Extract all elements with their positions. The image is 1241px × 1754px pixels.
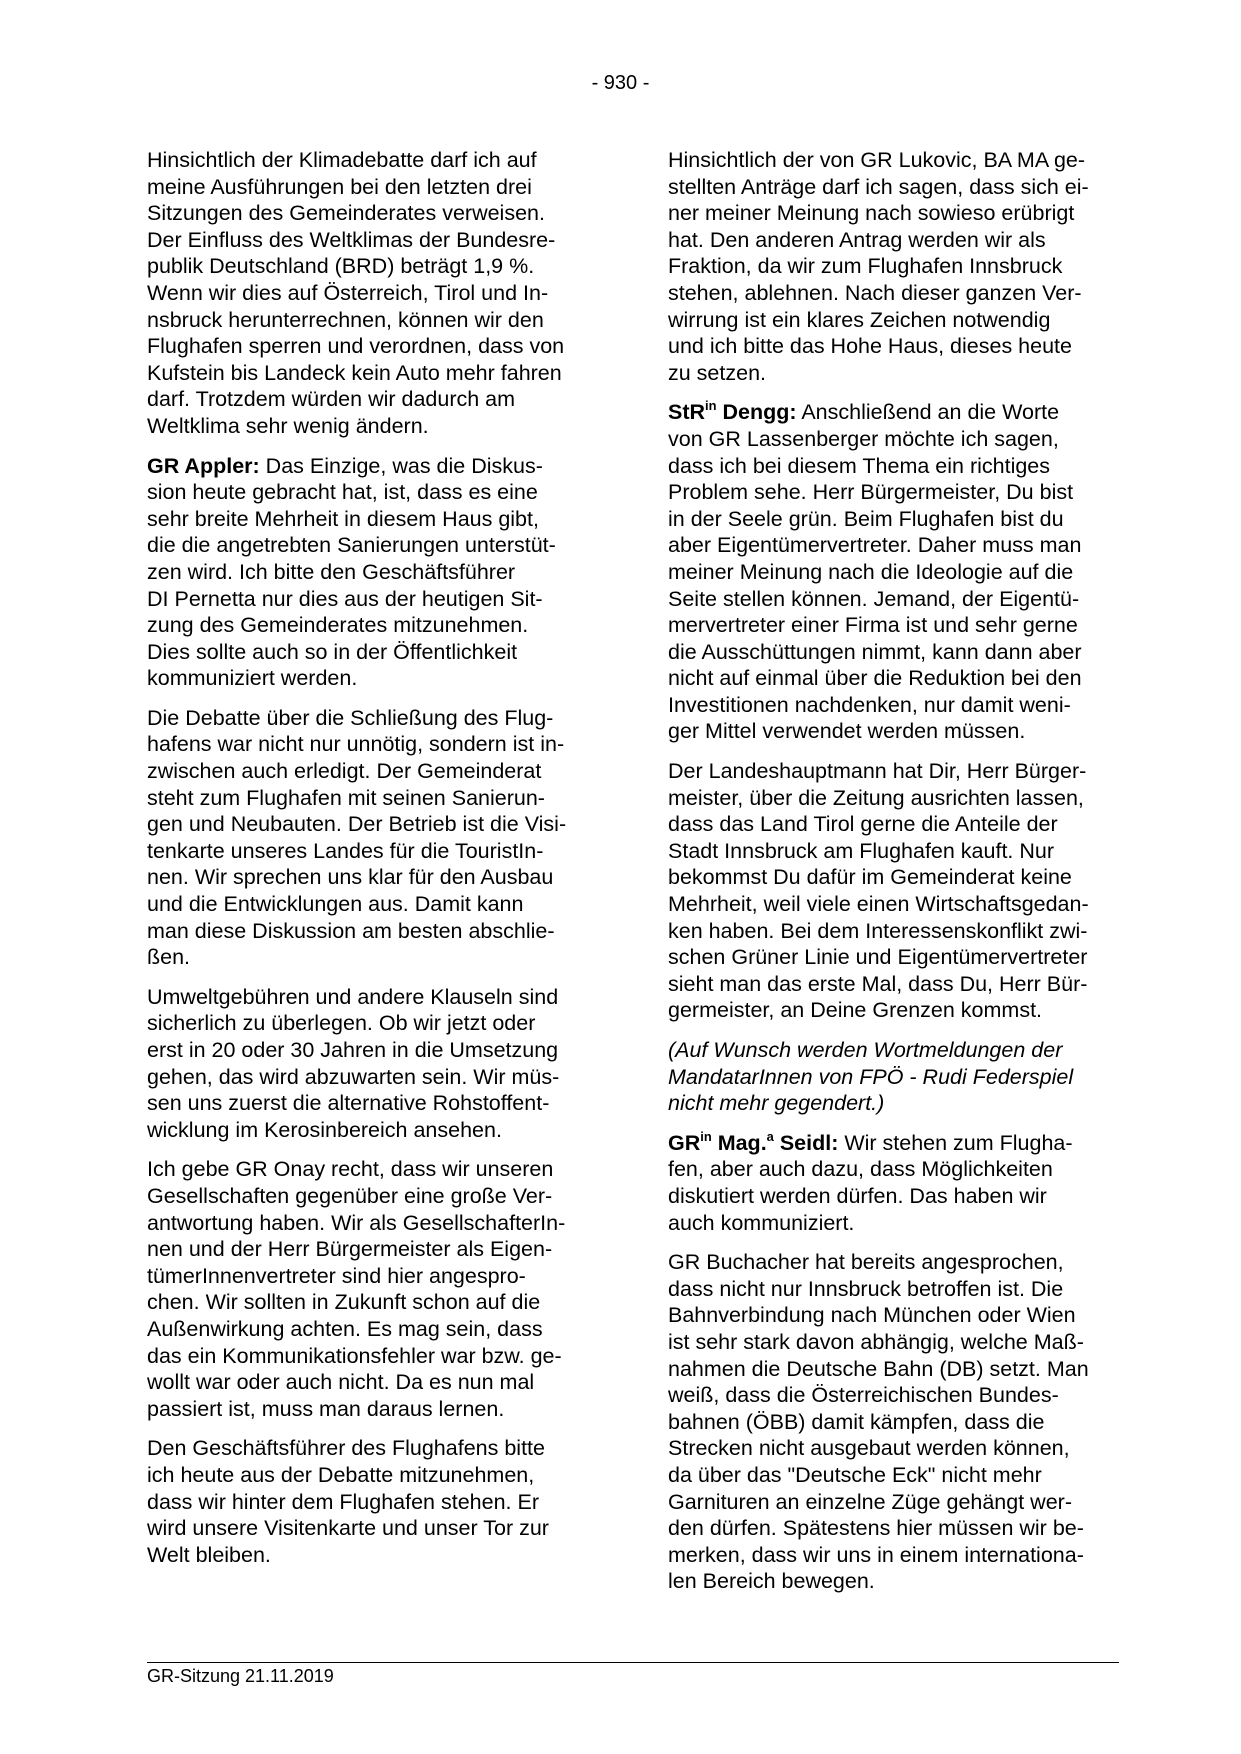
footer-divider <box>147 1662 1119 1663</box>
footer-session-date: GR-Sitzung 21.11.2019 <box>147 1666 334 1686</box>
speaker-name <box>668 400 797 424</box>
speaker-surname: Seidl: <box>773 1130 839 1155</box>
paragraph: Den Geschäftsführer des Flughafens bitte ich heute aus der Debatte mitzunehmen, dass wir hinter dem Flughafen stehen. Er wird unsere Visitenkarte und unser Tor zur Welt bleiben. <box>147 1436 549 1567</box>
paragraph: Umweltgebühren und andere Klauseln sind sicherlich zu überlegen. Ob wir jetzt oder erst in 20 oder 30 Jahren in die Umsetzung gehen, das wird abzuwarten sein. Wir müs- sen uns zuerst die alternative Rohstoffent- wicklung im Kerosinbereich ansehen. <box>147 984 560 1142</box>
speaker-degree-suffix: a <box>766 1128 774 1144</box>
speaker-title: GR <box>668 1130 701 1155</box>
speaker-degree: Mag. <box>711 1130 767 1155</box>
paragraph: Der Landeshauptmann hat Dir, Herr Bürger- meister, über die Zeitung ausrichten lassen, dass das Land Tirol gerne die Anteile der Stadt Innsbruck am Flughafen kauft. Nur bekommst Du dafür im Gemeinderat keine Mehrheit, weil viele einen Wirtschaftsgedan- ken haben. Bei dem Interessenskonflikt zwi- schen Grüner Linie und Eigentümervertreter sieht man das erste Mal, dass Du, Herr Bür- germeister, an Deine Grenzen kommst. <box>668 759 1089 1023</box>
paragraph: Die Debatte über die Schließung des Flug- hafens war nicht nur unnötig, sondern ist in- zwischen auch erledigt. Der Gemeinderat steht zum Flughafen mit seinen Sanierun- gen und Neubauten. Der Betrieb ist die Visi- tenkarte unseres Landes für die TouristIn- nen. Wir sprechen uns klar für den Ausbau und die Entwicklungen aus. Damit kann man diese Diskussion am besten abschlie- ßen. <box>147 705 567 970</box>
speech-text: Das Einzige, was die Diskus- sion heute gebracht hat, ist, dass es eine sehr breite Mehrheit in diesem Haus gibt, die die angetrebten Sanierungen unterstüt- zen wird. Ich bitte den Geschäftsführer DI Pernetta nur dies aus der heutigen Sit- zung des Gemeinderates mitzunehmen. Dies sollte auch so in der Öffentlichkeit kommuniziert werden. <box>147 453 556 691</box>
page-number: - 930 - <box>591 72 650 94</box>
paragraph: Hinsichtlich der von GR Lukovic, BA MA ge- stellten Anträge darf ich sagen, dass sich ei- ner meiner Meinung nach sowieso erübrigt hat. Den anderen Antrag werden wir als Fraktion, da wir zum Flughafen Innsbruck stehen, ablehnen. Nach dieser ganzen Ver- wirrung ist ein klares Zeichen notwendig und ich bitte das Hohe Haus, dieses heute zu setzen. <box>668 148 1089 385</box>
speaker-title: StR <box>668 400 706 425</box>
paragraph: Ich gebe GR Onay recht, dass wir unseren Gesellschaften gegenüber eine große Ver- antwortung haben. Wir als GesellschafterIn- nen und der Herr Bürgermeister als Eigen- tümerInnenvertreter sind hier angespro- chen. Wir sollten in Zukunft schon auf die Außenwirkung achten. Es mag sein, dass das ein Kommunikationsfehler war bzw. ge- wollt war oder auch nicht. Da es nun mal passiert ist, muss man daraus lernen. <box>147 1157 566 1421</box>
paragraph: GR Buchacher hat bereits angesprochen, dass nicht nur Innsbruck betroffen ist. Die Bahnverbindung nach München oder Wien ist sehr stark davon abhängig, welche Maß- nahmen die Deutsche Bahn (DB) setzt. Man weiß, dass die Österreichischen Bundes- bahnen (ÖBB) damit kämpfen, dass die Strecken nicht ausgebaut werden können, da über das "Deutsche Eck" nicht mehr Garnituren an einzelne Züge gehängt wer- den dürfen. Spätestens hier müssen wir be- merken, dass wir uns in einem internationa- len Bereich bewegen. <box>668 1250 1089 1594</box>
speaker-surname: Dengg: <box>716 400 797 425</box>
speaker-title-suffix: in <box>705 398 717 414</box>
speaker-name: GR Appler: <box>147 453 260 478</box>
editorial-note: (Auf Wunsch werden Wortmeldungen der MandatarInnen von FPÖ - Rudi Federspiel nicht mehr gegendert.) <box>668 1038 1074 1116</box>
speaker-title-suffix: in <box>700 1128 712 1144</box>
paragraph <box>668 1130 1120 1236</box>
paragraph <box>668 399 1120 745</box>
speaker-name <box>668 1128 839 1155</box>
paragraph <box>147 453 599 692</box>
speech-text: Anschließend an die Worte von GR Lassenberger möchte ich sagen, dass ich bei diesem Thema ein richtiges Problem sehe. Herr Bürgermeister, Du bist in der Seele grün. Beim Flughafen bist du aber Eigentümervertreter. Daher muss man meiner Meinung nach die Ideologie auf die Seite stellen können. Jemand, der Eigentü- mervertreter einer Firma ist und sehr gerne die Ausschüttungen nimmt, kann dann aber nicht auf einmal über die Reduktion bei den Investitionen nachdenken, nur damit weni- ger Mittel verwendet werden müssen. <box>668 400 1082 744</box>
left-column <box>147 147 599 1581</box>
right-column <box>668 147 1120 1608</box>
speech-text: Wir stehen zum Flugha- fen, aber auch dazu, dass Möglichkeiten diskutiert werden dürfen. Das haben wir auch kommuniziert. <box>668 1130 1073 1235</box>
paragraph: Hinsichtlich der Klimadebatte darf ich auf meine Ausführungen bei den letzten drei Sitzungen des Gemeinderates verweisen. Der Einfluss des Weltklimas der Bundesre- publik Deutschland (BRD) beträgt 1,9 %. Wenn wir dies auf Österreich, Tirol und In- nsbruck herunterrechnen, können wir den Flughafen sperren und verordnen, dass von Kufstein bis Landeck kein Auto mehr fahren darf. Trotzdem würden wir dadurch am Weltklima sehr wenig ändern. <box>147 148 565 438</box>
